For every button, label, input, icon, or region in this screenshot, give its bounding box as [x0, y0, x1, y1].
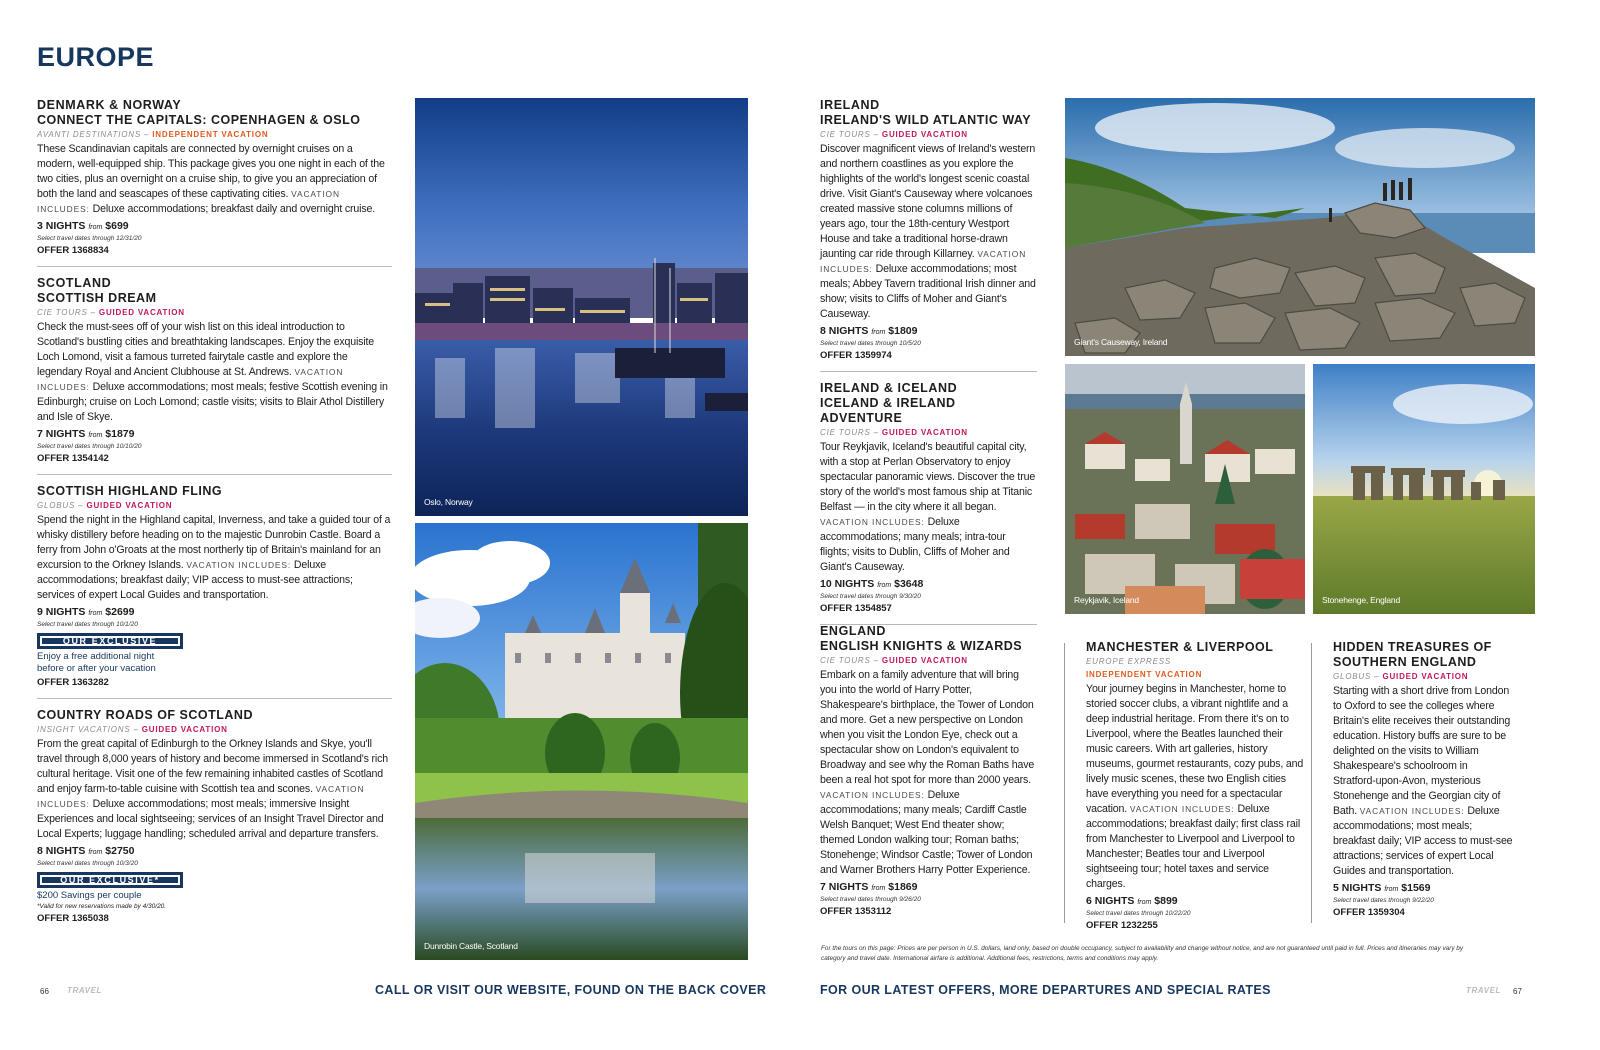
entry-region: IRELAND & ICELAND [820, 381, 958, 395]
entry-select-dates: Select travel dates through 10/10/20 [37, 443, 142, 450]
entry-price: 3 NIGHTS from $699 [37, 220, 129, 232]
exclusive-note: $200 Savings per couple [37, 890, 142, 901]
entry-vacation-type: INDEPENDENT VACATION [1086, 670, 1203, 679]
entry-operator: GLOBUS – GUIDED VACATION [37, 501, 173, 510]
entry-price: 6 NIGHTS from $899 [1086, 895, 1178, 907]
exclusive-badge: OUR EXCLUSIVE [37, 633, 183, 649]
entry-operator: CIE TOURS – GUIDED VACATION [37, 308, 185, 317]
entry-select-dates: Select travel dates through 9/30/20 [820, 593, 921, 600]
entry-description: From the great capital of Edinburgh to the Orkney Islands and Skye, you'll travel through 8,000 years of history and become immersed in Scotland's rich cultural heritage. Visit one of the few remaining inhabited castles of Scotland and enjoy farm-to-table cuisine with Scottish tea and scones. VACATION INCLUDES: Deluxe accommodations; most meals; immersive Insight Experiences and local sightseeing; services of an Insight Travel Director and Local Experts; luggage handling; scheduled arrival and departure transfers. [37, 738, 388, 840]
entry-offer-code: OFFER 1353112 [820, 906, 892, 917]
left-text-column [37, 98, 392, 934]
entry-price: 8 NIGHTS from $1809 [820, 325, 918, 337]
entry-select-dates: Select travel dates through 9/22/20 [1333, 897, 1434, 904]
entry-region: SCOTLAND [37, 276, 112, 290]
entry-price: 7 NIGHTS from $1869 [820, 881, 918, 893]
entry-offer-code: OFFER 1359304 [1333, 907, 1405, 918]
tour-entry-highland-fling [37, 484, 392, 699]
photo-caption: Oslo, Norway [424, 497, 473, 507]
entry-description: Tour Reykjavik, Iceland's beautiful capital city, with a stop at Perlan Observatory to enjoy spectacular panoramic views. Discover the true story of the world's most famous ship at Titanic Belfast — in the city where it all began. VACATION INCLUDES: Deluxe accommodations; many meals; intra-tour flights; visits to Dublin, Cliffs of Moher and Giant's Causeway. [820, 441, 1036, 573]
photo-caption: Reykjavik, Iceland [1074, 595, 1139, 605]
entry-tour-name: HIDDEN TREASURES OF SOUTHERN ENGLAND [1333, 640, 1492, 669]
entry-select-dates: Select travel dates through 12/31/20 [37, 235, 142, 242]
entry-operator: CIE TOURS – GUIDED VACATION [820, 428, 968, 437]
entry-price: 5 NIGHTS from $1569 [1333, 882, 1431, 894]
entry-tour-name: ICELAND & IRELAND ADVENTURE [820, 396, 956, 425]
entry-description: Embark on a family adventure that will bring you into the world of Harry Potter, Shakespeare's birthplace, the Tower of London and more. Get a new perspective on London when you visit the London Eye, check out a spectacular show on London's equivalent to Broadway and see why the Roman Baths have been a real hot spot for more than 2000 years. VACATION INCLUDES: Deluxe accommodations; many meals; Cardiff Castle Welsh Banquet; West End theater show; themed London walking tour; Roman baths; Stonehenge; Windsor Castle; Tower of London and Warner Brothers Harry Potter Experience. [820, 669, 1035, 876]
entry-offer-code: OFFER 1354857 [820, 603, 892, 614]
photo-giants-causeway [1065, 98, 1535, 356]
photo-oslo [415, 98, 748, 516]
entry-operator: EUROPE EXPRESS [1086, 657, 1172, 666]
manchester-column [1086, 640, 1304, 941]
photo-caption: Giant's Causeway, Ireland [1074, 337, 1168, 347]
exclusive-badge: OUR EXCLUSIVE* [37, 872, 183, 888]
entry-operator: CIE TOURS – GUIDED VACATION [820, 656, 968, 665]
photo-dunrobin [415, 523, 748, 960]
entry-select-dates: Select travel dates through 10/1/20 [37, 621, 138, 628]
entry-offer-code: OFFER 1365038 [37, 913, 109, 924]
tour-entry-country-roads [37, 708, 392, 934]
entry-tour-name: SCOTTISH HIGHLAND FLING [37, 484, 223, 498]
entry-operator: GLOBUS – GUIDED VACATION [1333, 672, 1469, 681]
page-title: EUROPE [37, 42, 155, 72]
entry-offer-code: OFFER 1232255 [1086, 920, 1158, 931]
entry-price: 9 NIGHTS from $2699 [37, 606, 135, 618]
tour-entry-hidden-treasures [1333, 640, 1513, 928]
entry-tour-name: IRELAND'S WILD ATLANTIC WAY [820, 113, 1032, 127]
entry-tour-name: SCOTTISH DREAM [37, 291, 157, 305]
tour-entry-scottish-dream [37, 276, 392, 475]
photo-stonehenge [1313, 364, 1535, 614]
entry-price: 10 NIGHTS from $3648 [820, 578, 924, 590]
tour-entry-wild-atlantic-way [820, 98, 1037, 372]
entry-description: Check the must-sees off of your wish list on this ideal introduction to Scotland's bustling cities and breathtaking landscapes. Enjoy the exquisite Loch Lomond, visit a famous turreted fairytale castle and explore the legendary Royal and Ancient Clubhouse at St. Andrews. VACATION INCLUDES: Deluxe accommodations; most meals; festive Scottish evening in Edinburgh; cruise on Loch Lomond; castle visits; visits to Blair Athol Distillery and Isle of Skye. [37, 321, 388, 423]
photo-caption: Dunrobin Castle, Scotland [424, 941, 518, 951]
entry-region: IRELAND [820, 98, 880, 112]
footer-call-right: FOR OUR LATEST OFFERS, MORE DEPARTURES AND SPECIAL RATES [820, 983, 1271, 997]
southern-england-column [1333, 640, 1513, 928]
entry-operator: INSIGHT VACATIONS – GUIDED VACATION [37, 725, 228, 734]
fine-print: For the tours on this page: Prices are per person in U.S. dollars, land only, based on double occupancy, subject to availability and change without notice, and are not guaranteed until paid in full. Prices and itineraries may vary by category and travel date. International airfare is additional. Additional fees, restrictions, terms and conditions may apply. [821, 945, 1464, 962]
entry-offer-code: OFFER 1354142 [37, 453, 109, 464]
entry-description: Spend the night in the Highland capital, Inverness, and take a guided tour of a whisky distillery before heading on to the majestic Dunrobin Castle. Board a ferry from John o'Groats at the most northerly tip of Britain's mainland for an excursion to the Orkney Islands. VACATION INCLUDES: Deluxe accommodations; breakfast daily; VIP access to must-see attractions; services of expert Local Guides and transportation. [37, 514, 391, 601]
page-number-left: 66 [40, 987, 49, 996]
tour-entry-knights-wizards [820, 624, 1037, 927]
tour-entry-iceland-ireland [820, 381, 1037, 625]
entry-select-dates: Select travel dates through 9/26/20 [820, 896, 921, 903]
entry-select-dates: Select travel dates through 10/3/20 [37, 860, 138, 867]
entry-price: 8 NIGHTS from $2750 [37, 845, 135, 857]
entry-select-dates: Select travel dates through 10/5/20 [820, 340, 921, 347]
entry-description: Starting with a short drive from London to Oxford to see the colleges where Britain's elite receives their outstanding education. History buffs are sure to be delighted on the visits to William Shakespeare's schoolroom in Stratford-upon-Avon, mysterious Stonehenge and the Georgian city of Bath. VACATION INCLUDES: Deluxe accommodations; most meals; breakfast daily; VIP access to must-see attractions; services of expert Local Guides and transportation. [1333, 685, 1513, 877]
entry-tour-name: CONNECT THE CAPITALS: COPENHAGEN & OSLO [37, 113, 361, 127]
tour-entry-manchester-liverpool [1086, 640, 1304, 941]
tour-entry-copenhagen-oslo [37, 98, 392, 267]
travel-label-right: TRAVEL [1466, 986, 1502, 995]
entry-select-dates: Select travel dates through 10/22/20 [1086, 910, 1191, 917]
entry-offer-code: OFFER 1363282 [37, 677, 109, 688]
entry-operator: CIE TOURS – GUIDED VACATION [820, 130, 968, 139]
entry-description: These Scandinavian capitals are connected by overnight cruises on a modern, well-equipped ship. This package gives you one night in each of the two cities, plus an overnight on a cruise ship, to give you an appreciation of both the land and seascapes of these captivating cities. VACATION INCLUDES: Deluxe accommodations; breakfast daily and overnight cruise. [37, 143, 385, 215]
entry-tour-name: COUNTRY ROADS OF SCOTLAND [37, 708, 253, 722]
entry-operator: AVANTI DESTINATIONS – INDEPENDENT VACATION [37, 130, 269, 139]
entry-tour-name: MANCHESTER & LIVERPOOL [1086, 640, 1274, 654]
photo-reykjavik [1065, 364, 1305, 614]
travel-label-left: TRAVEL [67, 986, 103, 995]
exclusive-note: Enjoy a free additional night before or after your vacation [37, 651, 156, 674]
page-number-right: 67 [1513, 987, 1522, 996]
photo-caption: Stonehenge, England [1322, 595, 1400, 605]
entry-region: ENGLAND [820, 624, 887, 638]
entry-price: 7 NIGHTS from $1879 [37, 428, 135, 440]
exclusive-valid-note: *Valid for new reservations made by 4/30/20. [37, 903, 167, 910]
right-text-column [820, 98, 1037, 634]
footer-call-left: CALL OR VISIT OUR WEBSITE, FOUND ON THE BACK COVER [375, 983, 767, 997]
entry-tour-name: ENGLISH KNIGHTS & WIZARDS [820, 639, 1023, 653]
england-column [820, 624, 1037, 927]
entry-offer-code: OFFER 1368834 [37, 245, 109, 256]
entry-region: DENMARK & NORWAY [37, 98, 182, 112]
column-divider [1064, 643, 1065, 923]
entry-offer-code: OFFER 1359974 [820, 350, 892, 361]
column-divider [1311, 643, 1312, 923]
entry-description: Your journey begins in Manchester, home to storied soccer clubs, a vibrant nightlife and a deep industrial heritage. From there it's on to Liverpool, where the Beatles launched their music careers. With art galleries, history museums, gourmet restaurants, cozy pubs, and lively music scenes, these two English cities have everything you need for a spectacular vacation. VACATION INCLUDES: Deluxe accommodations; breakfast daily; first class rail from Manchester to Liverpool and Liverpool to Manchester; Beatles tour and Liverpool sightseeing tour; hotel taxes and service charges. [1086, 683, 1304, 890]
entry-description: Discover magnificent views of Ireland's western and northern coastlines as you explore the highlights of the world's longest scenic coastal drive. Visit Giant's Causeway where volcanoes created massive stone columns millions of years ago, tour the 18th-century Westport House and take a traditional horse-drawn jaunting car ride through Killarney. VACATION INCLUDES: Deluxe accommodations; most meals; Abbey Tavern traditional Irish dinner and show; visits to Cliffs of Moher and Giant's Causeway. [820, 143, 1036, 320]
